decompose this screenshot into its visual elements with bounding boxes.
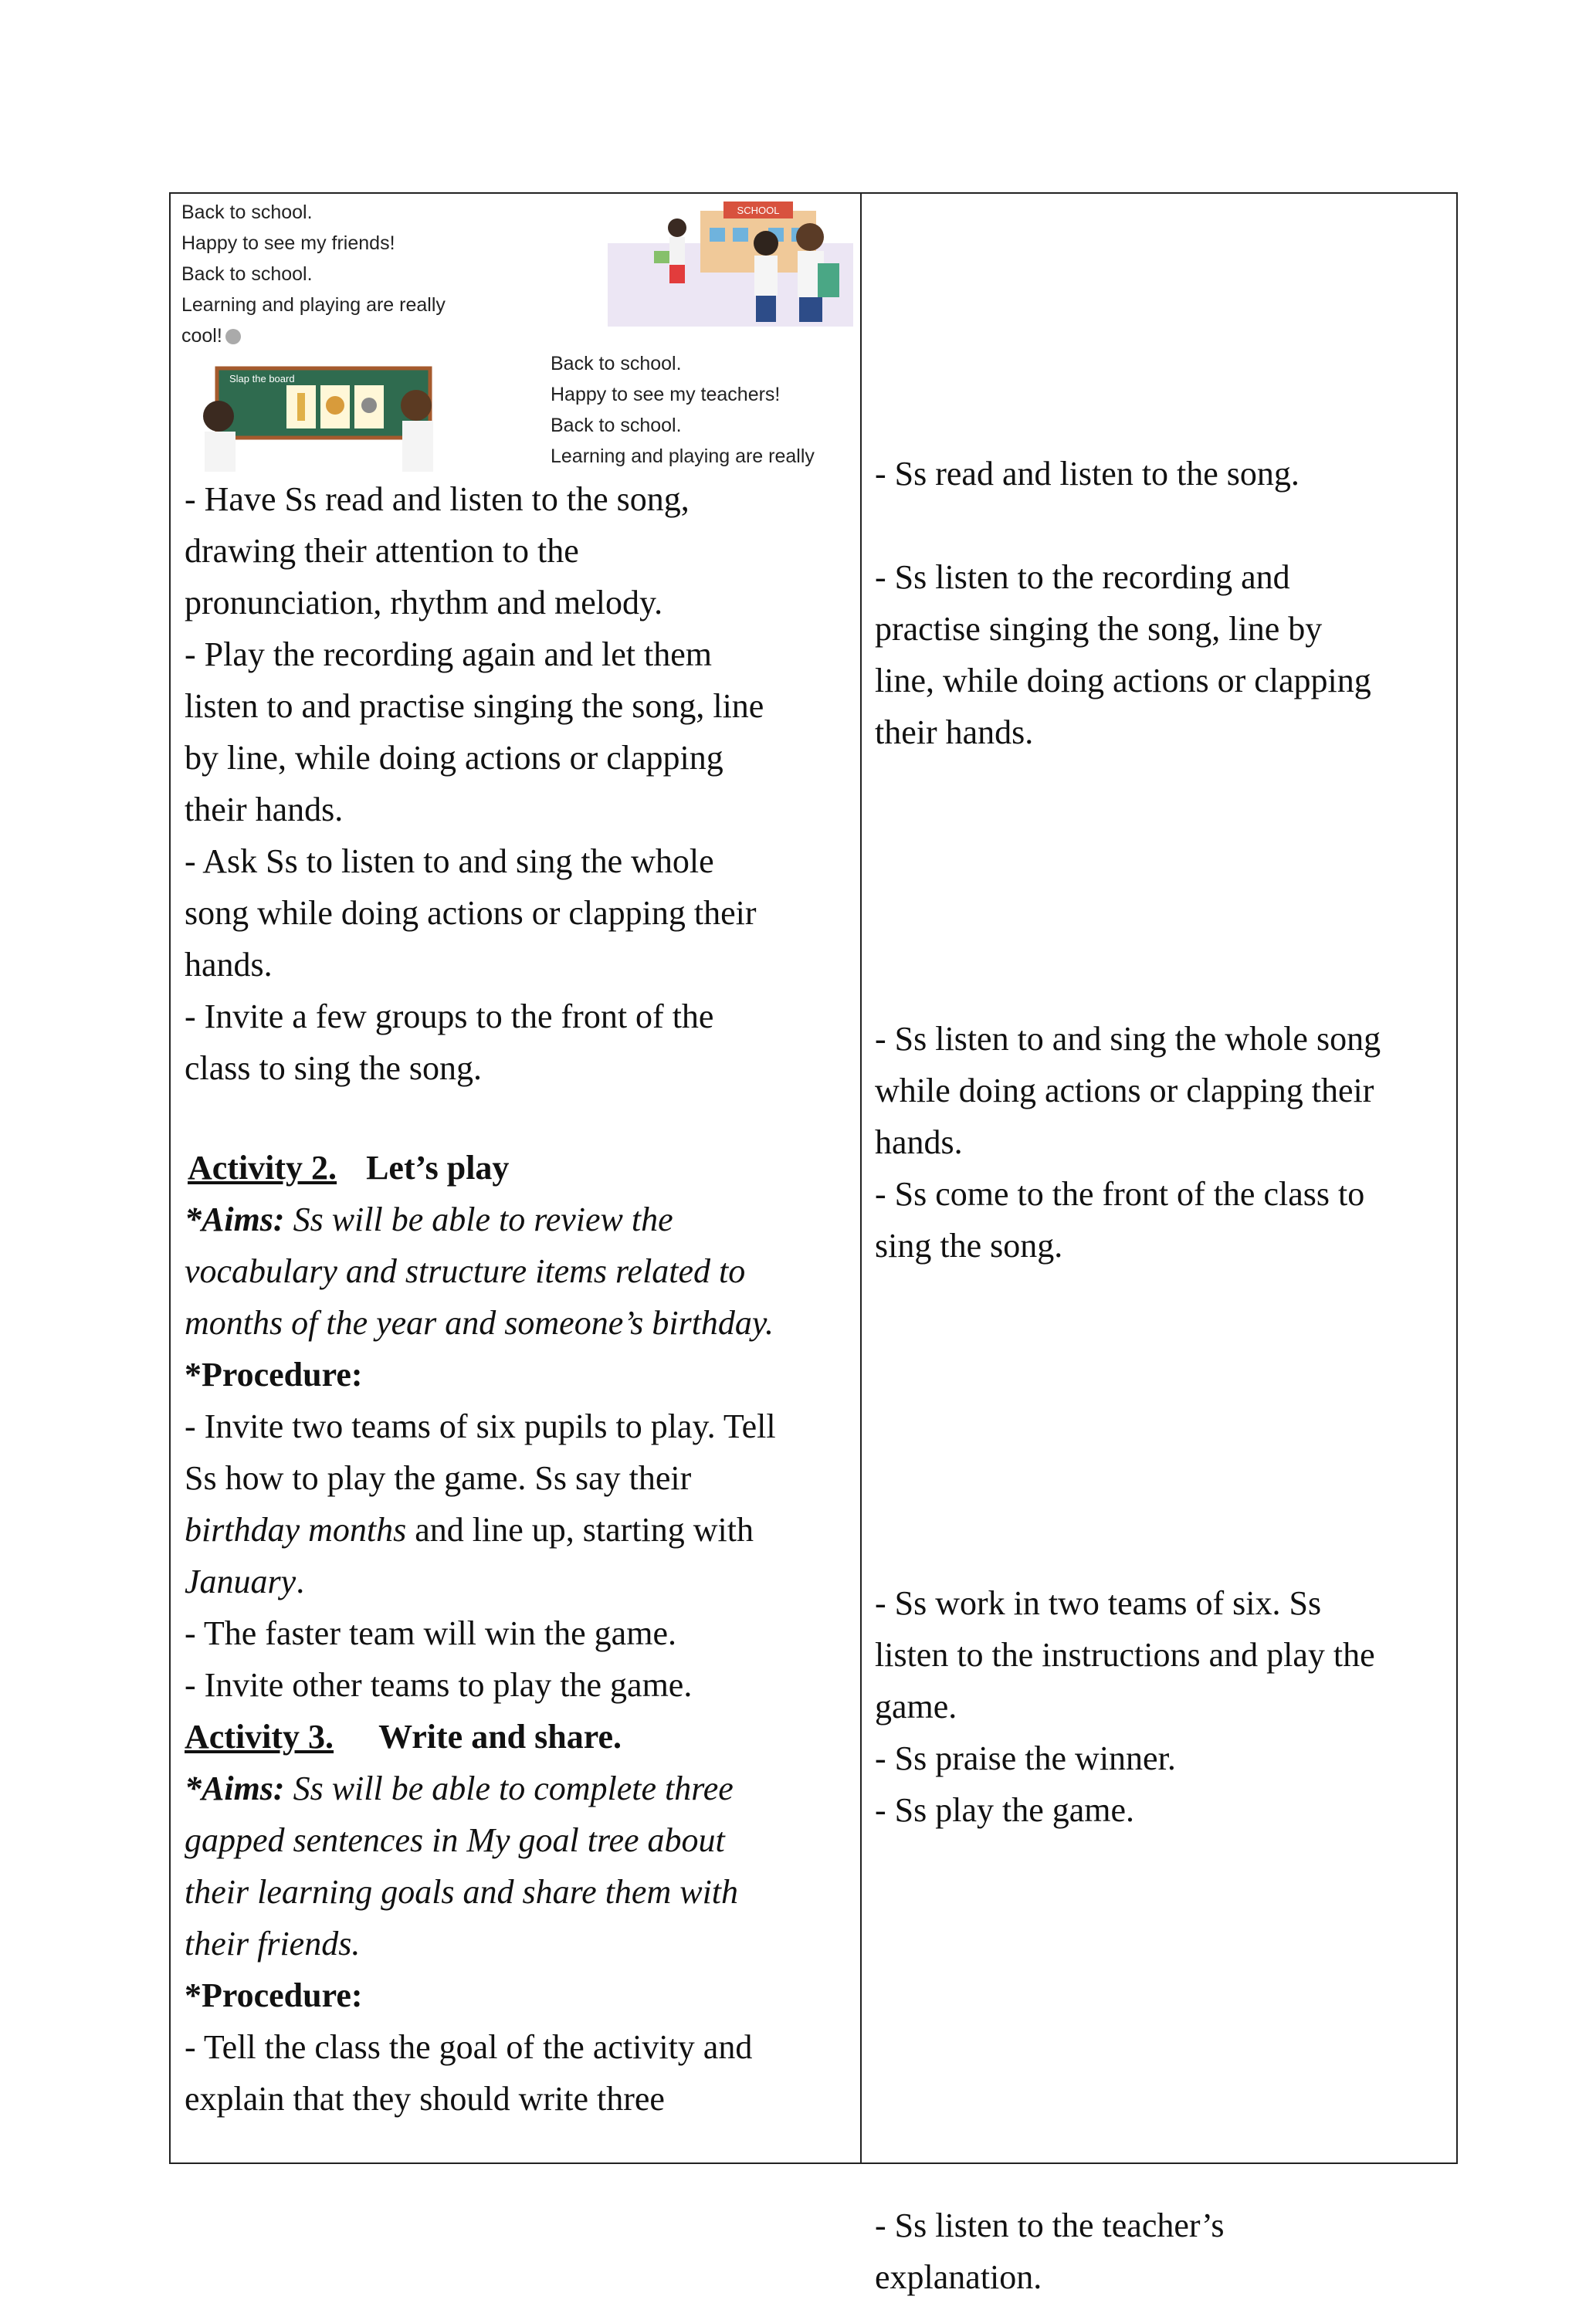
text-line: - Ss read and listen to the song. (875, 455, 1300, 493)
lyric-text: cool! (181, 325, 222, 347)
lyric-line: Back to school. (551, 353, 682, 374)
text-line: - Invite a few groups to the front of the (185, 997, 714, 1035)
text-span: and line up, starting with (406, 1511, 754, 1549)
lyric-line (181, 320, 446, 351)
text-line: explanation. (875, 2258, 1042, 2296)
text-line: hands. (185, 946, 273, 984)
lesson-table (169, 192, 1458, 2296)
text-line: - Ss listen to and sing the whole song (875, 1020, 1381, 1058)
student-response-3 (875, 1013, 1381, 1272)
text-line: by line, while doing actions or clapping (185, 739, 723, 777)
text-line: song while doing actions or clapping their (185, 894, 757, 932)
column-divider (860, 194, 862, 2162)
aims-line (185, 1763, 752, 1814)
lyric-line: Back to school. (551, 415, 682, 436)
text-line: Ss how to play the game. Ss say their (185, 1459, 692, 1497)
procedure-label: *Procedure: (185, 1976, 363, 2014)
student-response-4 (875, 1577, 1375, 1836)
aims-label: *Aims: (185, 1201, 285, 1238)
procedure-label: *Procedure: (185, 1356, 363, 1394)
aims-line: their friends. (185, 1925, 361, 1963)
text-line: - Ask Ss to listen to and sing the whole (185, 842, 714, 880)
slap-the-board-illustration (181, 362, 467, 472)
school-scene-illustration (608, 197, 853, 327)
text-line: - Ss play the game. (875, 1791, 1135, 1829)
activity-3-label: Activity 3. (185, 1718, 334, 1756)
text-line: - Invite other teams to play the game. (185, 1666, 693, 1704)
text-line: - Tell the class the goal of the activity and (185, 2028, 753, 2066)
info-icon (225, 329, 241, 344)
text-line: - Ss listen to the recording and (875, 558, 1290, 596)
activity-2-section (185, 1142, 776, 1711)
text-line: - Play the recording again and let them (185, 635, 712, 673)
italic-term: birthday months (185, 1511, 407, 1549)
lyric-line: Happy to see my friends! (181, 232, 395, 254)
text-line: - Have Ss read and listen to the song, (185, 480, 690, 518)
student-response-2 (875, 551, 1371, 758)
activity-2-title: Let’s play (366, 1149, 510, 1187)
text-line: hands. (875, 1123, 963, 1161)
aims-line (185, 1194, 776, 1245)
verse-2 (551, 348, 815, 472)
verse-1 (181, 197, 446, 351)
text-line: line, while doing actions or clapping (875, 662, 1371, 699)
song-procedure (185, 473, 764, 1094)
aims-label: *Aims: (185, 1770, 285, 1807)
aims-line: their learning goals and share them with (185, 1873, 739, 1911)
text-line: - Ss work in two teams of six. Ss (875, 1584, 1322, 1622)
text-line: explain that they should write three (185, 2080, 665, 2118)
italic-term: January (185, 1563, 296, 1600)
activity-3-heading (185, 1711, 752, 1763)
lyric-line: Back to school. (181, 202, 313, 223)
aims-text: Ss will be able to review the (293, 1201, 673, 1238)
text-line: - The faster team will win the game. (185, 1614, 676, 1652)
aims-line: gapped sentences in My goal tree about (185, 1821, 725, 1859)
activity-2-label: Activity 2. (188, 1149, 337, 1187)
text-line: class to sing the song. (185, 1049, 482, 1087)
school-sign: SCHOOL (737, 205, 780, 216)
activity-3-section (185, 1711, 752, 2125)
text-line: pronunciation, rhythm and melody. (185, 584, 663, 621)
text-line: listen to the instructions and play the (875, 1636, 1375, 1674)
lyric-line: Back to school. (181, 263, 313, 285)
text-line: while doing actions or clapping their (875, 1072, 1374, 1109)
text-line: - Invite two teams of six pupils to play. Tell (185, 1407, 776, 1445)
text-line: their hands. (185, 791, 344, 828)
student-response-1 (875, 448, 1300, 500)
text-span: . (296, 1563, 305, 1600)
lyric-line: Learning and playing are really (181, 294, 446, 316)
text-line: - Ss listen to the teacher’s (875, 2206, 1225, 2244)
activity-3-title: Write and share. (378, 1718, 622, 1756)
song-illustration (181, 197, 853, 472)
text-line: practise singing the song, line by (875, 610, 1323, 648)
text-line: their hands. (875, 713, 1034, 751)
lyric-line: Learning and playing are really (551, 445, 815, 467)
student-response-5 (875, 2200, 1225, 2303)
text-line (185, 1504, 776, 1556)
text-line (185, 1556, 776, 1607)
lyric-line: Happy to see my teachers! (551, 384, 781, 405)
board-label: Slap the board (229, 373, 295, 384)
text-line: listen to and practise singing the song, line (185, 687, 764, 725)
text-line: - Ss come to the front of the class to (875, 1175, 1365, 1213)
text-line: - Ss praise the winner. (875, 1739, 1176, 1777)
text-line: sing the song. (875, 1227, 1063, 1265)
activity-2-heading (185, 1142, 776, 1194)
text-line: drawing their attention to the (185, 532, 579, 570)
aims-text: Ss will be able to complete three (293, 1770, 734, 1807)
aims-line: months of the year and someone’s birthday. (185, 1304, 774, 1342)
text-line: game. (875, 1688, 957, 1726)
aims-line: vocabulary and structure items related to (185, 1252, 746, 1290)
